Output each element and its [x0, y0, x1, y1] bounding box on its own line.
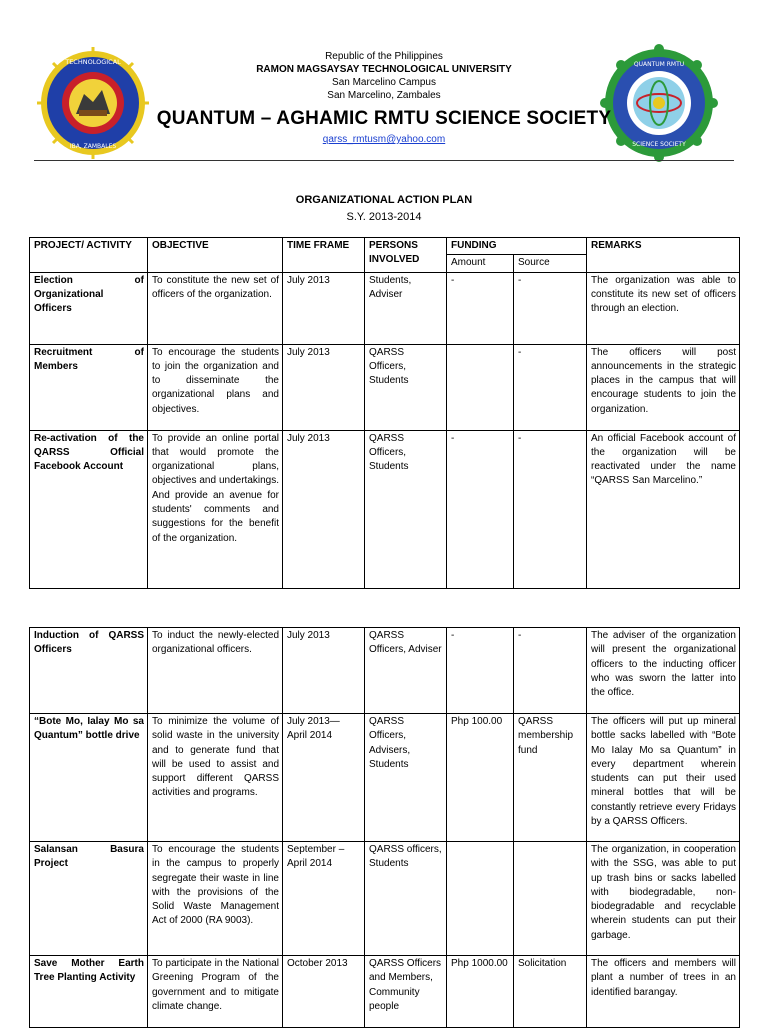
cell-persons: QARSS Officers and Members, Community people: [365, 956, 447, 1028]
campus-line: San Marcelino Campus: [332, 77, 436, 88]
cell-objective: To provide an online portal that would promote the organizational plans, objectives and undertakings. And provide an avenue for students' comments and suggestions for the benefit of the organization.: [148, 430, 283, 588]
cell-persons: QARSS officers, Students: [365, 842, 447, 956]
cell-time: September – April 2014: [283, 842, 365, 956]
col-header-time: TIME FRAME: [283, 238, 365, 273]
school-year: S.Y. 2013-2014: [346, 211, 422, 223]
cell-time: July 2013— April 2014: [283, 714, 365, 842]
address-line: San Marcelino, Zambales: [327, 90, 441, 101]
cell-project: “Bote Mo, Ialay Mo sa Quantum” bottle drive: [30, 714, 148, 842]
society-name: QUANTUM – AGHAMIC RMTU SCIENCE SOCIETY: [156, 108, 612, 129]
cell-objective: To encourage the students to join the organization and to disseminate the organizational plans and objectives.: [148, 344, 283, 430]
col-header-objective: OBJECTIVE: [148, 238, 283, 273]
cell-persons: QARSS Officers, Adviser: [365, 628, 447, 714]
cell-time: July 2013: [283, 344, 365, 430]
cell-persons: QARSS Officers, Students: [365, 344, 447, 430]
cell-amount: Php 100.00: [447, 714, 514, 842]
cell-time: July 2013: [283, 430, 365, 588]
table-row: [30, 842, 740, 956]
action-plan-table-1: [29, 237, 740, 589]
university-name: RAMON MAGSAYSAY TECHNOLOGICAL UNIVERSITY: [256, 64, 512, 75]
plan-title: ORGANIZATIONAL ACTION PLAN: [295, 194, 473, 206]
cell-persons: Students, Adviser: [365, 272, 447, 344]
table-row: [30, 430, 740, 588]
cell-persons: QARSS Officers, Advisers, Students: [365, 714, 447, 842]
cell-source: -: [514, 272, 587, 344]
letterhead: [0, 50, 768, 147]
cell-objective: To encourage the students in the campus to properly segregate their waste in line with the provisions of the Solid Waste Management Act of 2000 (RA 9003).: [148, 842, 283, 956]
cell-remarks: The organization was able to constitute its new set of officers through an election.: [587, 272, 740, 344]
table-row: [30, 956, 740, 1028]
cell-amount: [447, 344, 514, 430]
cell-remarks: An official Facebook account of the organization will be reactivated under the name “QARSS San Marcelino.”: [587, 430, 740, 588]
cell-remarks: The organization, in cooperation with the SSG, was able to put up trash bins or sacks labelled with biodegradable, non-biodegradable and recyclable wherein students can put their garbage.: [587, 842, 740, 956]
table-row: [30, 272, 740, 344]
cell-project: Election of Organizational Officers: [30, 272, 148, 344]
cell-project: Recruitment of Members: [30, 344, 148, 430]
svg-text:IBA, ZAMBALES: IBA, ZAMBALES: [69, 143, 117, 150]
cell-project: Induction of QARSS Officers: [30, 628, 148, 714]
cell-time: October 2013: [283, 956, 365, 1028]
cell-remarks: The officers will post announcements in the strategic places in the campus that will encourage students to join the organization.: [587, 344, 740, 430]
cell-objective: To minimize the volume of solid waste in the university and to generate fund that will be used to assist and support different QARSS activities and programs.: [148, 714, 283, 842]
header-divider: [34, 160, 734, 161]
table-header-row: [30, 238, 740, 255]
cell-amount: [447, 842, 514, 956]
action-plan-table-2: [29, 627, 740, 1028]
cell-project: Salansan Basura Project: [30, 842, 148, 956]
cell-persons: QARSS Officers, Students: [365, 430, 447, 588]
cell-time: July 2013: [283, 628, 365, 714]
cell-amount: -: [447, 272, 514, 344]
svg-text:SCIENCE SOCIETY: SCIENCE SOCIETY: [632, 141, 686, 148]
col-header-source: Source: [514, 255, 587, 272]
cell-objective: To induct the newly-elected organizational officers.: [148, 628, 283, 714]
cell-amount: Php 1000.00: [447, 956, 514, 1028]
col-header-persons: PERSONS INVOLVED: [365, 238, 447, 273]
col-header-amount: Amount: [447, 255, 514, 272]
cell-remarks: The officers and members will plant a number of trees in an identified barangay.: [587, 956, 740, 1028]
col-header-remarks: REMARKS: [587, 238, 740, 273]
cell-source: -: [514, 344, 587, 430]
email-link[interactable]: qarss_rmtusm@yahoo.com: [322, 134, 446, 145]
cell-source: [514, 842, 587, 956]
table-row: [30, 714, 740, 842]
cell-source: QARSS membership fund: [514, 714, 587, 842]
cell-amount: -: [447, 430, 514, 588]
table-row: [30, 628, 740, 714]
cell-time: July 2013: [283, 272, 365, 344]
table-row: [30, 344, 740, 430]
cell-project: Re-activation of the QARSS Official Facebook Account: [30, 430, 148, 588]
cell-objective: To participate in the National Greening Program of the government and to mitigate climate change.: [148, 956, 283, 1028]
cell-source: Solicitation: [514, 956, 587, 1028]
republic-line: Republic of the Philippines: [325, 51, 443, 62]
col-header-funding: FUNDING: [447, 238, 587, 255]
svg-text:TECHNOLOGICAL: TECHNOLOGICAL: [65, 58, 121, 66]
svg-text:QUANTUM RMTU: QUANTUM RMTU: [633, 61, 685, 68]
col-header-project: PROJECT/ ACTIVITY: [30, 238, 148, 273]
cell-project: Save Mother Earth Tree Planting Activity: [30, 956, 148, 1028]
cell-objective: To constitute the new set of officers of the organization.: [148, 272, 283, 344]
cell-remarks: The officers will put up mineral bottle sacks labelled with “Bote Mo Ialay Mo sa Quantum” in every department wherein students can put their used mineral bottles that will be constantly retrieve every Fridays by a QARSS Officers.: [587, 714, 740, 842]
cell-source: -: [514, 430, 587, 588]
cell-amount: -: [447, 628, 514, 714]
cell-remarks: The adviser of the organization will present the organizational officers to the inducting officer who was sworn the latter into the office.: [587, 628, 740, 714]
cell-source: -: [514, 628, 587, 714]
